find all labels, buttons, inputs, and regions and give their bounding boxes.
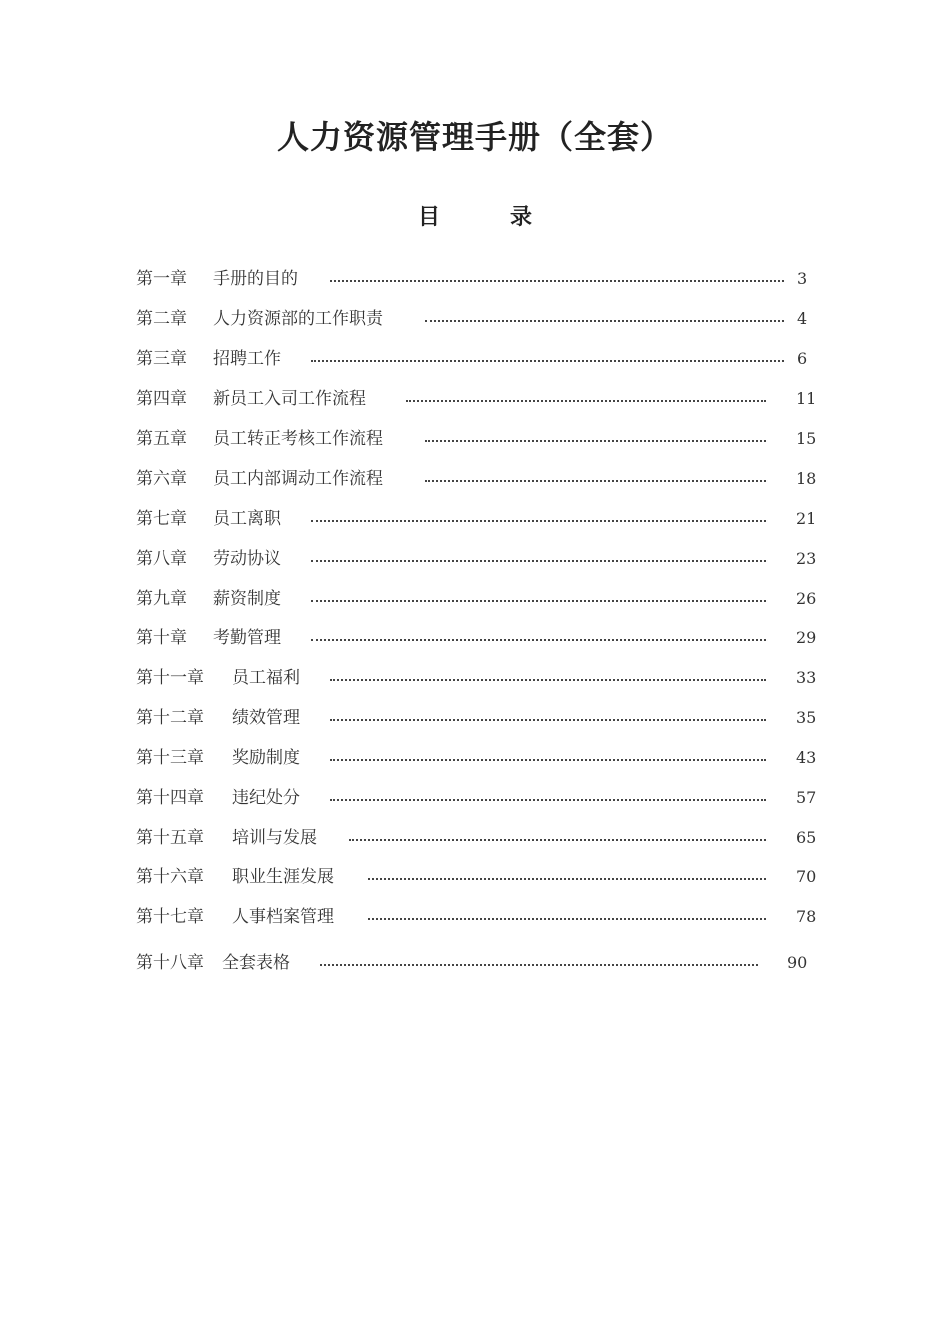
toc-page-number: 21 — [796, 509, 817, 528]
toc-page-number: 43 — [796, 748, 817, 767]
toc-chapter-title: 薪资制度 — [213, 589, 281, 609]
toc-page-number: 65 — [796, 828, 817, 847]
toc-chapter-number: 第四章 — [136, 389, 187, 409]
toc-chapter-title: 奖励制度 — [232, 748, 300, 768]
toc-dot-leader — [320, 961, 758, 966]
toc-dot-leader — [330, 756, 766, 761]
toc-chapter-number: 第六章 — [136, 469, 187, 489]
toc-entry[interactable] — [136, 905, 836, 929]
toc-entry[interactable] — [136, 826, 836, 850]
toc-chapter-title: 劳动协议 — [213, 549, 281, 569]
toc-entry[interactable] — [136, 427, 836, 451]
toc-chapter-number: 第三章 — [136, 349, 187, 369]
toc-chapter-number: 第七章 — [136, 509, 187, 529]
toc-entry[interactable] — [136, 507, 836, 531]
toc-entry[interactable] — [136, 307, 836, 331]
toc-page-number: 35 — [796, 708, 817, 727]
toc-entry[interactable] — [136, 666, 836, 690]
toc-heading-left: 目 — [417, 205, 440, 230]
toc-dot-leader — [330, 796, 766, 801]
toc-page-number: 6 — [797, 349, 808, 368]
toc-page-number: 26 — [796, 589, 817, 608]
toc-chapter-number: 第十二章 — [136, 708, 204, 728]
toc-chapter-title: 绩效管理 — [232, 708, 300, 728]
toc-chapter-title: 培训与发展 — [232, 828, 317, 848]
toc-page-number: 3 — [797, 269, 808, 288]
toc-entry[interactable] — [136, 267, 836, 291]
toc-chapter-title: 手册的目的 — [213, 269, 298, 289]
toc-chapter-number: 第八章 — [136, 549, 187, 569]
toc-chapter-title: 员工离职 — [213, 509, 281, 529]
toc-page-number: 90 — [787, 953, 808, 972]
toc-dot-leader — [330, 277, 784, 282]
toc-page-number: 78 — [796, 907, 817, 926]
toc-chapter-number: 第十一章 — [136, 668, 204, 688]
toc-dot-leader — [311, 557, 766, 562]
toc-chapter-number: 第一章 — [136, 269, 187, 289]
toc-chapter-title: 人事档案管理 — [232, 907, 334, 927]
toc-entry[interactable] — [136, 786, 836, 810]
toc-chapter-number: 第九章 — [136, 589, 187, 609]
toc-chapter-number: 第十四章 — [136, 788, 204, 808]
toc-chapter-number: 第十八章 — [136, 953, 204, 973]
toc-chapter-number: 第五章 — [136, 429, 187, 449]
toc-dot-leader — [311, 357, 784, 362]
toc-page-number: 11 — [796, 389, 817, 408]
toc-dot-leader — [406, 397, 766, 402]
toc-chapter-number: 第十章 — [136, 628, 187, 648]
document-title: 人力资源管理手册（全套） — [276, 118, 673, 156]
toc-chapter-title: 新员工入司工作流程 — [213, 389, 366, 409]
toc-entry[interactable] — [136, 387, 836, 411]
toc-page-number: 23 — [796, 549, 817, 568]
toc-dot-leader — [425, 437, 766, 442]
toc-page-number: 57 — [796, 788, 817, 807]
toc-entry[interactable] — [136, 865, 836, 889]
toc-chapter-number: 第十五章 — [136, 828, 204, 848]
toc-page-number: 18 — [796, 469, 817, 488]
toc-chapter-title: 考勤管理 — [213, 628, 281, 648]
toc-entry[interactable] — [136, 467, 836, 491]
toc-chapter-title: 人力资源部的工作职责 — [213, 309, 383, 329]
toc-chapter-title: 员工福利 — [232, 668, 300, 688]
toc-page-number: 70 — [796, 867, 817, 886]
toc-dot-leader — [330, 716, 766, 721]
toc-dot-leader — [311, 636, 766, 641]
toc-entry[interactable] — [136, 951, 836, 975]
toc-entry[interactable] — [136, 587, 836, 611]
toc-chapter-title: 招聘工作 — [213, 349, 281, 369]
toc-entry[interactable] — [136, 347, 836, 371]
toc-page-number: 4 — [797, 309, 808, 328]
toc-chapter-number: 第十七章 — [136, 907, 204, 927]
toc-page-number: 15 — [796, 429, 817, 448]
toc-entry[interactable] — [136, 547, 836, 571]
toc-heading-right: 录 — [510, 205, 533, 230]
toc-entry[interactable] — [136, 746, 836, 770]
toc-chapter-number: 第十三章 — [136, 748, 204, 768]
toc-chapter-title: 全套表格 — [222, 953, 290, 973]
toc-chapter-number: 第十六章 — [136, 867, 204, 887]
toc-entry[interactable] — [136, 626, 836, 650]
toc-chapter-title: 职业生涯发展 — [232, 867, 334, 887]
toc-chapter-title: 员工转正考核工作流程 — [213, 429, 383, 449]
toc-page-number: 33 — [796, 668, 817, 687]
toc-dot-leader — [368, 915, 766, 920]
toc-dot-leader — [311, 597, 766, 602]
toc-dot-leader — [349, 836, 766, 841]
toc-dot-leader — [425, 477, 766, 482]
toc-dot-leader — [368, 875, 766, 880]
toc-chapter-title: 员工内部调动工作流程 — [213, 469, 383, 489]
toc-page-number: 29 — [796, 628, 817, 647]
toc-entry[interactable] — [136, 706, 836, 730]
toc-chapter-number: 第二章 — [136, 309, 187, 329]
toc-dot-leader — [425, 317, 784, 322]
toc-dot-leader — [330, 676, 766, 681]
toc-dot-leader — [311, 517, 766, 522]
toc-chapter-title: 违纪处分 — [232, 788, 300, 808]
